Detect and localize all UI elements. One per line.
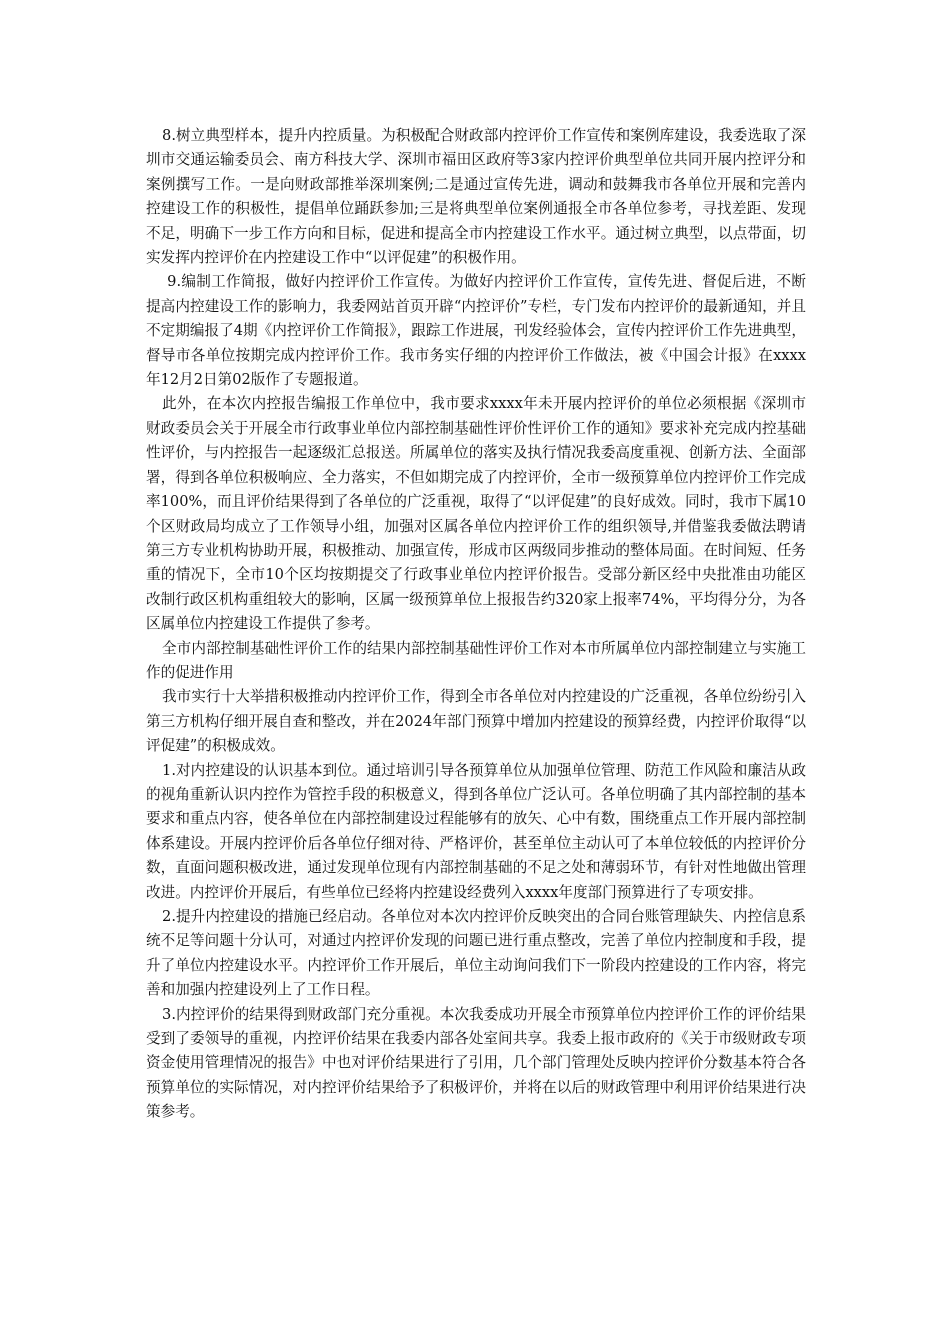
section-heading-evaluation-results: 全市内部控制基础性评价工作的结果内部控制基础性评价工作对本市所属单位内部控制建立与实施工作的促进作用 — [146, 639, 806, 681]
paragraph-awareness: 1.对内控建设的认识基本到位。通过培训引导各预算单位从加强单位管理、防范工作风险和廉洁从政的视角重新认识内控作为管控手段的积极意义，得到各单位广泛认可。各单位明确了其内部控制的基本要求和重点内容，使各单位在内部控制建设过程能够有的放矢、心中有数，围绕重点工作开展内部控制体系建设。开展内控评价后各单位仔细对待、严格评价，甚至单位主动认可了本单位较低的内控评价分数，直面问题积极改进，通过发现单位现有内部控制基础的不足之处和薄弱环节，有针对性地做出管理改进。内控评价开展后，有些单位已经将内控建设经费列入xxxx年度部门预算进行了专项安排。 — [146, 761, 806, 901]
paragraph-work-bulletin: 9.编制工作简报，做好内控评价工作宣传。为做好内控评价工作宣传，宣传先进、督促后进，不断提高内控建设工作的影响力，我委网站首页开辟“内控评价”专栏，专门发布内控评价的最新通知，并且不定期编报了4期《内控评价工作简报》，跟踪工作进展，刊发经验体会，宣传内控评价工作先进典型，督导市各单位按期完成内控评价工作。我市务实仔细的内控评价工作做法，被《中国会计报》在xxxx年12月2日第02版作了专题报道。 — [146, 273, 806, 389]
paragraph-measures-started: 2.提升内控建设的措施已经启动。各单位对本次内控评价反映突出的合同台账管理缺失、内控信息系统不足等问题十分认可，对通过内控评价发现的问题已进行重点整改，完善了单位内控制度和手段，提升了单位内控建设水平。内控评价工作开展后，单位主动询问我们下一阶段内控建设的工作内容，将完善和加强内控建设列上了工作日程。 — [146, 908, 806, 999]
document-body — [146, 124, 806, 1125]
paragraph-ten-measures: 我市实行十大举措积极推动内控评价工作，得到全市各单位对内控建设的广泛重视，各单位纷纷引入第三方机构仔细开展自查和整改，并在2024年部门预算中增加内控建设的预算经费，内控评价取得“以评促建”的积极成效。 — [146, 688, 806, 755]
paragraph-model-sample: 8.树立典型样本，提升内控质量。为积极配合财政部内控评价工作宣传和案例库建设，我委选取了深圳市交通运输委员会、南方科技大学、深圳市福田区政府等3家内控评价典型单位共同开展内控评分和案例撰写工作。一是向财政部推举深圳案例;二是通过宣传先进，调动和鼓舞我市各单位开展和完善内控建设工作的积极性，提倡单位踊跃参加;三是将典型单位案例通报全市各单位参考，寻找差距、发现不足，明确下一步工作方向和目标，促进和提高全市内控建设工作水平。通过树立典型，以点带面，切实发挥内控评价在内控建设工作中“以评促建”的积极作用。 — [146, 127, 806, 267]
paragraph-results-valued: 3.内控评价的结果得到财政部门充分重视。本次我委成功开展全市预算单位内控评价工作的评价结果受到了委领导的重视，内控评价结果在我委内部各处室间共享。我委上报市政府的《关于市级财政专项资金使用管理情况的报告》中也对评价结果进行了引用，几个部门管理处反映内控评价分数基本符合各预算单位的实际情况，对内控评价结果给予了积极评价，并将在以后的财政管理中利用评价结果进行决策参考。 — [146, 1005, 806, 1121]
paragraph-additional-requirements: 此外，在本次内控报告编报工作单位中，我市要求xxxx年未开展内控评价的单位必须根据《深圳市财政委员会关于开展全市行政事业单位内部控制基础性评价性评价工作的通知》要求补充完成内控基础性评价，与内控报告一起逐级汇总报送。所属单位的落实及执行情况我委高度重视、创新方法、全面部署，得到各单位积极响应、全力落实，不但如期完成了内控评价，全市一级预算单位内控评价工作完成率100%，而且评价结果得到了各单位的广泛重视，取得了“以评促建”的良好成效。同时，我市下属10个区财政局均成立了工作领导小组，加强对区属各单位内控评价工作的组织领导,并借鉴我委做法聘请第三方专业机构协助开展，积极推动、加强宣传，形成市区两级同步推动的整体局面。在时间短、任务重的情况下，全市10个区均按期提交了行政事业单位内控评价报告。受部分新区经中央批准由功能区改制行政区机构重组较大的影响，区属一级预算单位上报报告约320家上报率74%，平均得分分，为各区属单位内控建设工作提供了参考。 — [146, 395, 806, 633]
